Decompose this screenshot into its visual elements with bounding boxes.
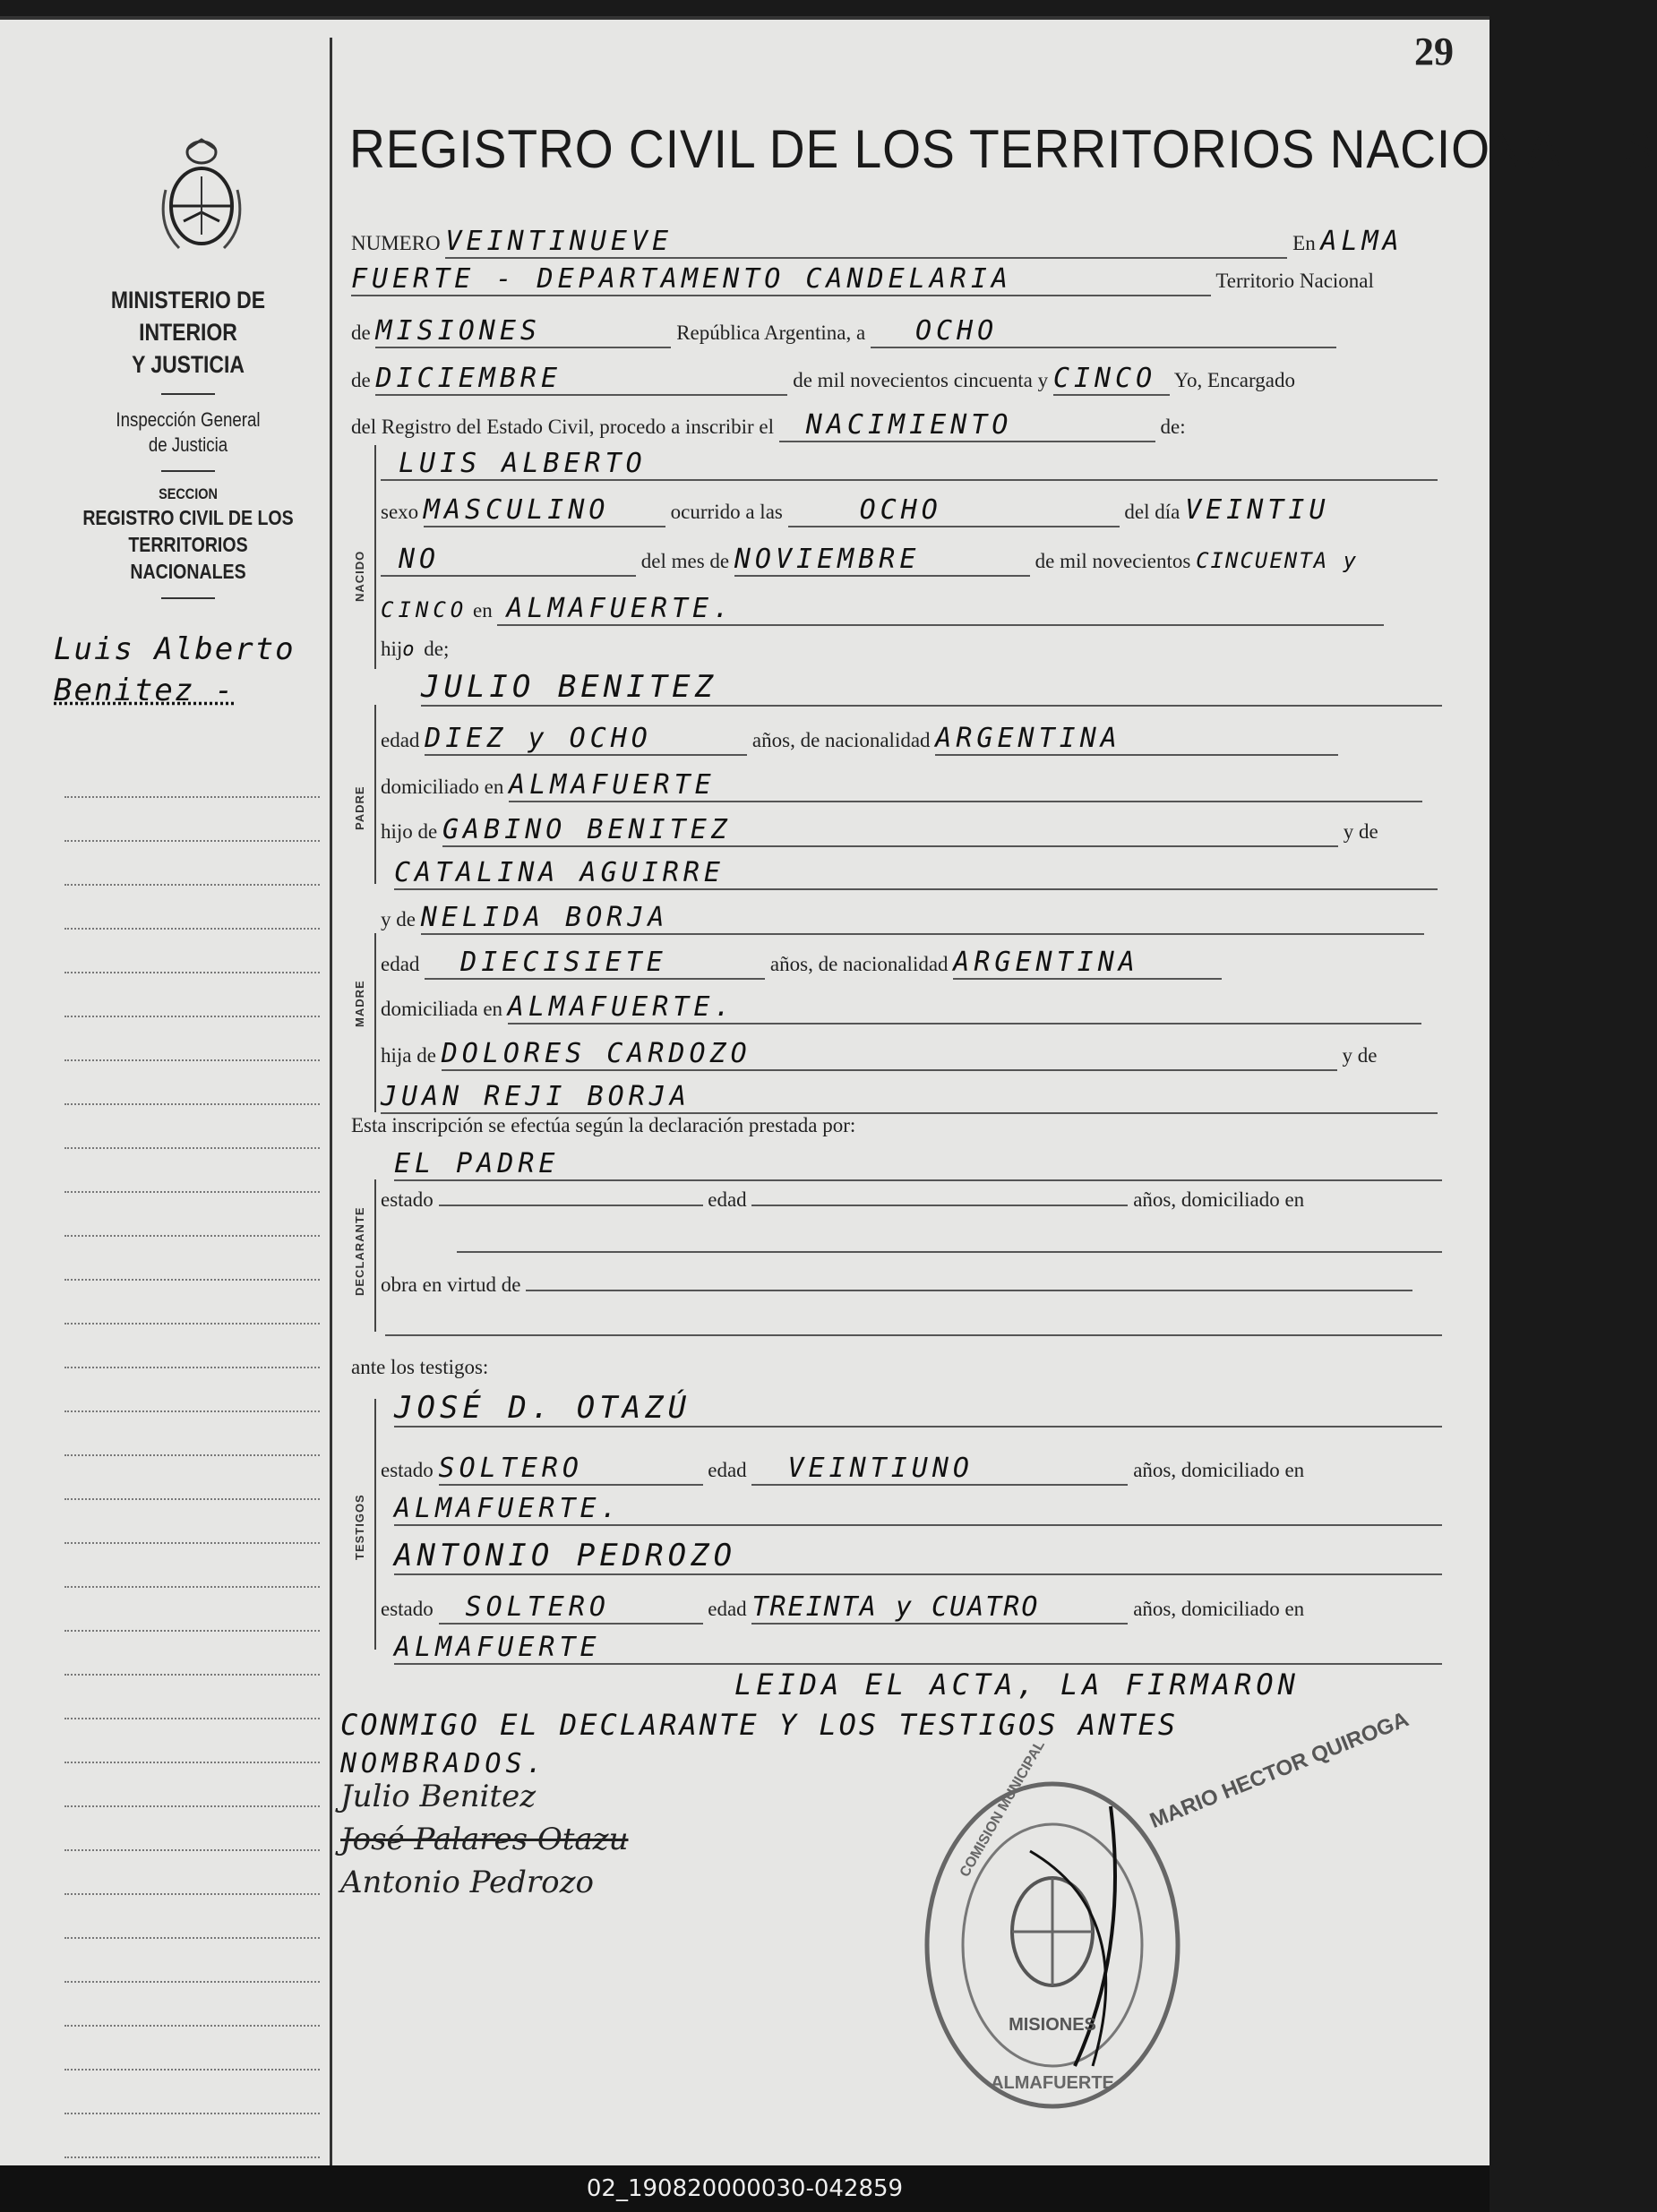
registro-label: del Registro del Estado Civil, procedo a inscribir el — [351, 416, 775, 438]
testigo1-estado-line — [381, 1453, 1304, 1486]
registro-line — [351, 409, 1186, 442]
numero-line — [351, 226, 1404, 259]
section-name-2: TERRITORIOS NACIONALES — [128, 533, 248, 583]
testigo1-estado: SOLTERO — [438, 1453, 583, 1484]
dia-value: OCHO — [914, 315, 999, 347]
testigo2-domicilio: ALMAFUERTE — [394, 1632, 601, 1663]
mil-label: de mil novecientos cincuenta y — [793, 369, 1049, 391]
stamp-official-name: MARIO HECTOR QUIROGA — [1146, 1707, 1412, 1834]
section-label: SECCION — [159, 485, 218, 502]
madre-anios-label: años, de nacionalidad — [769, 953, 949, 975]
testigo2-nombre: ANTONIO PEDROZO — [394, 1538, 737, 1573]
nacido-nombre: LUIS ALBERTO — [399, 448, 647, 479]
anio-nacimiento-value-2: CINCO — [381, 597, 468, 622]
testigo1-nombre-line — [394, 1390, 1442, 1428]
mes-nacimiento-value: NOVIEMBRE — [734, 544, 921, 575]
madre-padre-de: DOLORES CARDOZO — [441, 1038, 751, 1069]
madre-nombre: NELIDA BORJA — [420, 902, 669, 933]
testigo1-edad: VEINTIUNO — [787, 1453, 974, 1484]
declarante-line — [394, 1148, 1442, 1181]
obra-rule — [385, 1334, 1442, 1336]
column-divider — [330, 38, 332, 2169]
padre-edad-line — [381, 723, 1338, 756]
padre-nombre: JULIO BENITEZ — [421, 669, 718, 705]
madre-madre-de: JUAN REJI BORJA — [381, 1081, 691, 1112]
testigo1-anios-label: años, domiciliado en — [1133, 1459, 1305, 1481]
testigos-intro: ante los testigos: — [351, 1356, 489, 1378]
territorio-label: Territorio Nacional — [1215, 270, 1374, 292]
margin-ruled-lines — [64, 754, 320, 2158]
sexo-value: MASCULINO — [423, 494, 610, 526]
hijo-label: hij — [381, 638, 403, 660]
de-label: de — [351, 322, 371, 344]
padre-yde-label: y de — [1343, 820, 1378, 843]
section-name: REGISTRO CIVIL DE LOS — [82, 506, 294, 529]
declarante-anios-label: años, domiciliado en — [1133, 1188, 1305, 1211]
padre-domicilio-value: ALMAFUERTE — [509, 769, 716, 801]
signature-testigo1: José Palares Otazu — [340, 1822, 629, 1857]
signature-declarante: Julio Benitez — [340, 1779, 537, 1814]
acto-value: NACIMIENTO — [805, 409, 1013, 441]
madre-hija-line — [381, 1038, 1377, 1071]
lugar-value: FUERTE - DEPARTAMENTO CANDELARIA — [351, 263, 1012, 295]
anio-value: CINCO — [1052, 363, 1157, 394]
padre-edad-value: DIEZ y OCHO — [425, 723, 652, 754]
madre-edad-value: DIECISIETE — [460, 947, 667, 978]
mes-nacimiento-line — [381, 544, 1358, 577]
madre-nacionalidad: ARGENTINA — [953, 947, 1139, 978]
nacido-nombre-line — [381, 448, 1438, 481]
testigo1-estado-label: estado — [381, 1459, 434, 1481]
madre-domicilio-value: ALMAFUERTE. — [507, 991, 735, 1023]
obra-label: obra en virtud de — [381, 1273, 521, 1296]
madre-edad-label: edad — [381, 953, 420, 975]
declarante-value: EL PADRE — [394, 1148, 560, 1179]
fecha-line — [351, 315, 1336, 348]
stamp-place: MISIONES — [1009, 2015, 1096, 2035]
nacido-side-label: NACIDO — [353, 550, 366, 602]
lugar-nacimiento-value: ALMAFUERTE. — [506, 593, 734, 624]
inspection-name: Inspección General — [116, 408, 261, 431]
padre-domicilio-line — [381, 769, 1422, 802]
madre-edad-line — [381, 947, 1222, 980]
padre-domicilio-label: domiciliado en — [381, 776, 504, 798]
lugar-nacimiento-line — [381, 593, 1384, 626]
mes-label: del mes de — [640, 550, 730, 572]
en-nacimiento-label: en — [473, 599, 493, 622]
declaracion-intro: Esta inscripción se efectúa según la declaración prestada por: — [351, 1114, 856, 1136]
signature-testigo2: Antonio Pedrozo — [340, 1865, 594, 1900]
madre-yde-label: y de — [381, 908, 416, 930]
inspection-name-2: de Justicia — [148, 433, 228, 456]
inspection-separator — [161, 470, 215, 472]
territorio-value: MISIONES — [375, 315, 541, 347]
testigo2-edad: TREINTA y CUATRO — [751, 1591, 1040, 1623]
padre-hijo-line — [381, 814, 1378, 847]
madre-hija-label: hija de — [381, 1044, 436, 1067]
madre-yde2-label: y de — [1342, 1044, 1378, 1067]
encargado-label: Yo, Encargado — [1173, 369, 1295, 391]
scan-footer-id: 02_190820000030-042859 — [0, 2165, 1490, 2212]
padre-hijo-label: hijo de — [381, 820, 438, 843]
testigo2-estado: SOLTERO — [465, 1591, 610, 1623]
declarante-side-label: DECLARANTE — [353, 1206, 366, 1296]
padre-side-label: PADRE — [353, 785, 366, 830]
mil-nacimiento-label: de mil novecientos — [1035, 550, 1191, 572]
testigo2-estado-line — [381, 1591, 1304, 1625]
cierre-line3: NOMBRADOS. — [340, 1748, 547, 1779]
padre-madre-line — [394, 857, 1438, 890]
stamp-outer-text: COMISION MUNICIPAL — [957, 1737, 1048, 1880]
mes-line — [351, 363, 1295, 396]
dia-value-2: NO — [399, 544, 441, 575]
de-colon-label: de: — [1160, 416, 1186, 438]
official-stamp-icon — [914, 1737, 1191, 2120]
madre-domicilio-line — [381, 991, 1421, 1025]
sexo-label: sexo — [381, 501, 419, 523]
testigo1-edad-label: edad — [708, 1459, 747, 1481]
republica-label: República Argentina, a — [676, 322, 866, 344]
page-number: 29 — [1414, 30, 1454, 73]
testigos-side-label: TESTIGOS — [353, 1494, 366, 1560]
madre-madre-line — [381, 1081, 1438, 1114]
ministry-separator — [161, 393, 215, 395]
signatures-block — [340, 1775, 629, 1904]
hijo-line — [381, 638, 449, 661]
sexo-line — [381, 494, 1330, 527]
testigo2-edad-label: edad — [708, 1598, 747, 1620]
testigo1-domicilio: ALMAFUERTE. — [394, 1493, 622, 1524]
declarante-estado-label: estado — [381, 1188, 434, 1211]
declarante-bracket — [374, 1179, 376, 1332]
testigos-bracket — [374, 1399, 376, 1650]
dia-value: VEINTIU — [1185, 494, 1330, 526]
padre-nacionalidad: ARGENTINA — [935, 723, 1121, 754]
declarante-edad-label: edad — [708, 1188, 747, 1211]
testigo2-nombre-line — [394, 1538, 1442, 1575]
hora-value: OCHO — [859, 494, 942, 526]
testigo1-nombre: JOSÉ D. OTAZÚ — [394, 1390, 691, 1426]
madre-bracket — [374, 933, 376, 1112]
margin-note-line1: Luis Alberto — [54, 631, 296, 667]
declarante-domicilio-rule — [457, 1251, 1442, 1253]
anio-nacimiento-value: CINCUENTA y — [1196, 548, 1359, 573]
form-title: REGISTRO CIVIL DE LOS TERRITORIOS NACIONALES — [349, 119, 1657, 179]
obra-line — [381, 1273, 1412, 1297]
ministry-block — [54, 284, 322, 612]
padre-edad-label: edad — [381, 729, 420, 751]
coat-of-arms-icon — [152, 136, 251, 270]
testigo1-domicilio-line — [394, 1493, 1442, 1526]
declarante-estado-line — [381, 1188, 1304, 1212]
cierre-line2: CONMIGO EL DECLARANTE Y LOS TESTIGOS ANTES — [340, 1708, 1179, 1742]
ministry-name: MINISTERIO DE INTERIOR — [110, 287, 266, 346]
testigo2-domicilio-line — [394, 1632, 1442, 1665]
padre-anios-label: años, de nacionalidad — [751, 729, 931, 751]
padre-padre-de: GABINO BENITEZ — [442, 814, 732, 845]
lugar-line — [351, 263, 1374, 296]
ocurrido-label: ocurrido a las — [670, 501, 783, 523]
margin-note-line2: Benitez - — [54, 673, 236, 708]
cierre-line1: LEIDA EL ACTA, LA FIRMARON — [734, 1668, 1300, 1702]
section-separator — [161, 597, 215, 599]
numero-label: NUMERO — [351, 232, 441, 254]
de-label-2: de — [351, 369, 371, 391]
mes-value: DICIEMBRE — [375, 363, 562, 394]
testigo2-anios-label: años, domiciliado en — [1133, 1598, 1305, 1620]
margin-note — [54, 629, 296, 711]
ministry-name-2: Y JUSTICIA — [132, 351, 245, 378]
madre-domicilio-label: domiciliada en — [381, 998, 503, 1020]
de-semicolon-label: de; — [424, 638, 450, 660]
registry-page — [0, 16, 1657, 2169]
dia-label: del día — [1124, 501, 1181, 523]
en-value: ALMA — [1320, 226, 1404, 257]
en-label: En — [1292, 232, 1316, 254]
padre-madre-de: CATALINA AGUIRRE — [394, 857, 725, 888]
madre-side-label: MADRE — [353, 980, 366, 1027]
padre-bracket — [374, 705, 376, 884]
padre-nombre-line — [421, 669, 1442, 707]
hijo-suffix: o — [402, 639, 419, 661]
stamp-town: ALMAFUERTE — [991, 2073, 1114, 2093]
nacido-bracket — [374, 445, 376, 669]
testigo2-estado-label: estado — [381, 1598, 434, 1620]
madre-nombre-line — [381, 902, 1424, 935]
numero-value: VEINTINUEVE — [445, 226, 674, 257]
